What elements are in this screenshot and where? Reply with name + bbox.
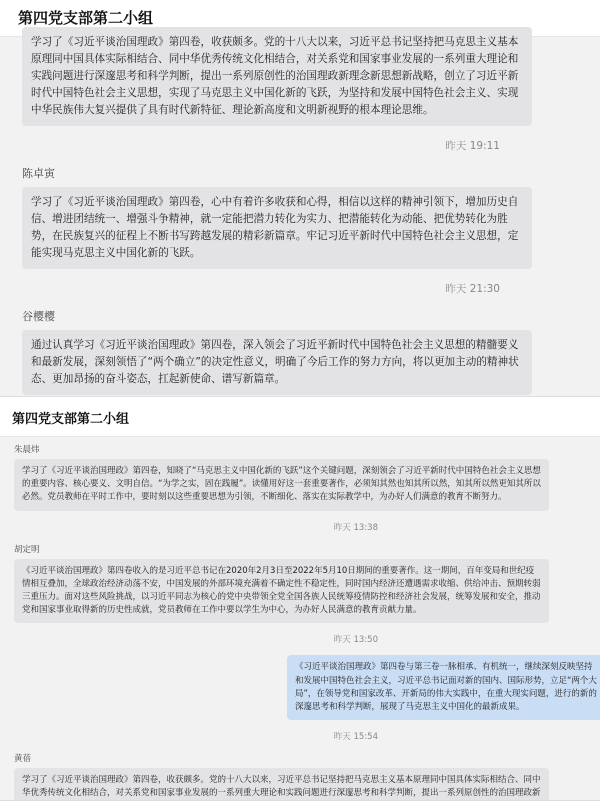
message-bubble[interactable]: 学习了《习近平谈治国理政》第四卷，收获颇多。党的十八大以来，习近平总书记坚持把马克思主义基本原理同中国具体实际相结合、同中华优秀传统文化相结合，对关系党和国家事业发展的一系列重大理论和实践问题进行深邃思考和科学判断，提出一系列原创性的治国理政新 xyxy=(14,768,549,801)
message-item xyxy=(22,308,588,395)
own-message-bubble[interactable]: 《习近平谈治国理政》第四卷与第三卷一脉相承、有机统一，继续深刻反映坚持和发展中国特色社会主义，习近平总书记面对新的国内、国际形势，立足“两个大局”，在领导党和国家改革、开新局的伟大实践中，在重大现实问题，进行的新的深邃思考和科学判断，展现了马克思主义中国化的最新成果。 xyxy=(287,655,600,720)
message-timestamp: 昨天 19:11 xyxy=(445,140,500,152)
sender-name: 陈卓寅 xyxy=(22,167,55,180)
message-timestamp: 昨天 21:30 xyxy=(445,283,500,295)
message-item xyxy=(14,543,588,624)
sender-name: 朱晨炜 xyxy=(14,445,40,455)
message-bubble[interactable]: 学习了《习近平谈治国理政》第四卷，知晓了“马克思主义中国化新的飞跃”这个关键问题，深刻领会了习近平新时代中国特色社会主义思想的重要内容、核心要义、文明自信。“为学之实，固在践履”。读懂用好这一套重要著作，必须知其然也知其所以然，知其所以然更知其所以必然。党员教师在平时工作中，要时刻以这些重要思想为引领，不断细化、落实在实际教学中，为办好人们满意的教育不断努力。 xyxy=(14,459,549,511)
chat-panel-top xyxy=(0,0,600,397)
sender-name: 胡定明 xyxy=(14,544,40,555)
message-bubble[interactable]: 通过认真学习《习近平谈治国理政》第四卷，深入领会了习近平新时代中国特色社会主义思想的精髓要义和最新发展，深刻领悟了“两个确立”的决定性意义，明确了今后工作的努力方向，将以更加主动的精神状态、更加昂扬的奋斗姿态，扛起新使命、谱写新篇章。 xyxy=(22,330,532,395)
message-timestamp: 昨天 15:54 xyxy=(333,732,378,743)
message-bubble[interactable]: 学习了《习近平谈治国理政》第四卷，心中有着许多收获和心得，相信以这样的精神引领下，增加历史自信、增进团结统一、增强斗争精神，就一定能把潜力转化为实力、把潜能转化为动能、把优势转化为胜势，在民族复兴的征程上不断书写跨越发展的精彩新篇章。牢记习近平新时代中国特色社会主义思想，定能实现马克思主义中国化新的飞跃。 xyxy=(22,187,532,269)
group-title: 第四党支部第二小组 xyxy=(0,0,600,37)
message-item xyxy=(22,27,588,126)
message-item xyxy=(22,165,588,269)
sender-name: 黄蓓 xyxy=(14,754,32,765)
message-feed[interactable] xyxy=(0,443,600,801)
group-title: 第四党支部第二小组 xyxy=(0,404,600,437)
message-bubble[interactable]: 学习了《习近平谈治国理政》第四卷，收获颇多。党的十八大以来，习近平总书记坚持把马克思主义基本原理同中国具体实际相结合、同中华优秀传统文化相结合，对关系党和国家事业发展的一系列重大理论和实践问题进行深邃思考和科学判断，提出一系列原创性的治国理政新理念新思想新战略，创立了习近平新时代中国特色社会主义思想，实现了马克思主义中国化新的飞跃，为坚持和发展中国特色社会主义、实现中华民族伟大复兴提供了具有时代新特征、理论新高度和文明新视野的根本理论思维。 xyxy=(22,27,532,126)
sender-name: 谷樱樱 xyxy=(22,310,55,323)
message-timestamp: 昨天 13:38 xyxy=(333,522,378,533)
message-item xyxy=(14,443,588,511)
message-bubble[interactable]: 《习近平谈治国理政》第四卷收入的是习近平总书记在2020年2月3日至2022年5月10日期间的重要著作。这一期间，百年变局和世纪疫情相互叠加，全球政治经济动荡不安，中国发展的外部环境充满着不确定性不稳定性，同时国内经济还遭遇需求收缩、供给冲击、预期转弱三重压力。面对这些风险挑战，以习近平同志为核心的党中央带领全党全国各族人民统筹疫情防控和经济社会发展，统筹发展和安全，推动党和国家事业取得新的历史性成就，党员教师在工作中要以学生为中心，为办好人民满意的教育贡献力量。 xyxy=(14,559,549,624)
message-timestamp: 昨天 13:50 xyxy=(333,635,378,646)
message-feed[interactable] xyxy=(0,27,600,397)
chat-panel-bottom xyxy=(0,404,600,801)
message-item xyxy=(14,752,588,801)
